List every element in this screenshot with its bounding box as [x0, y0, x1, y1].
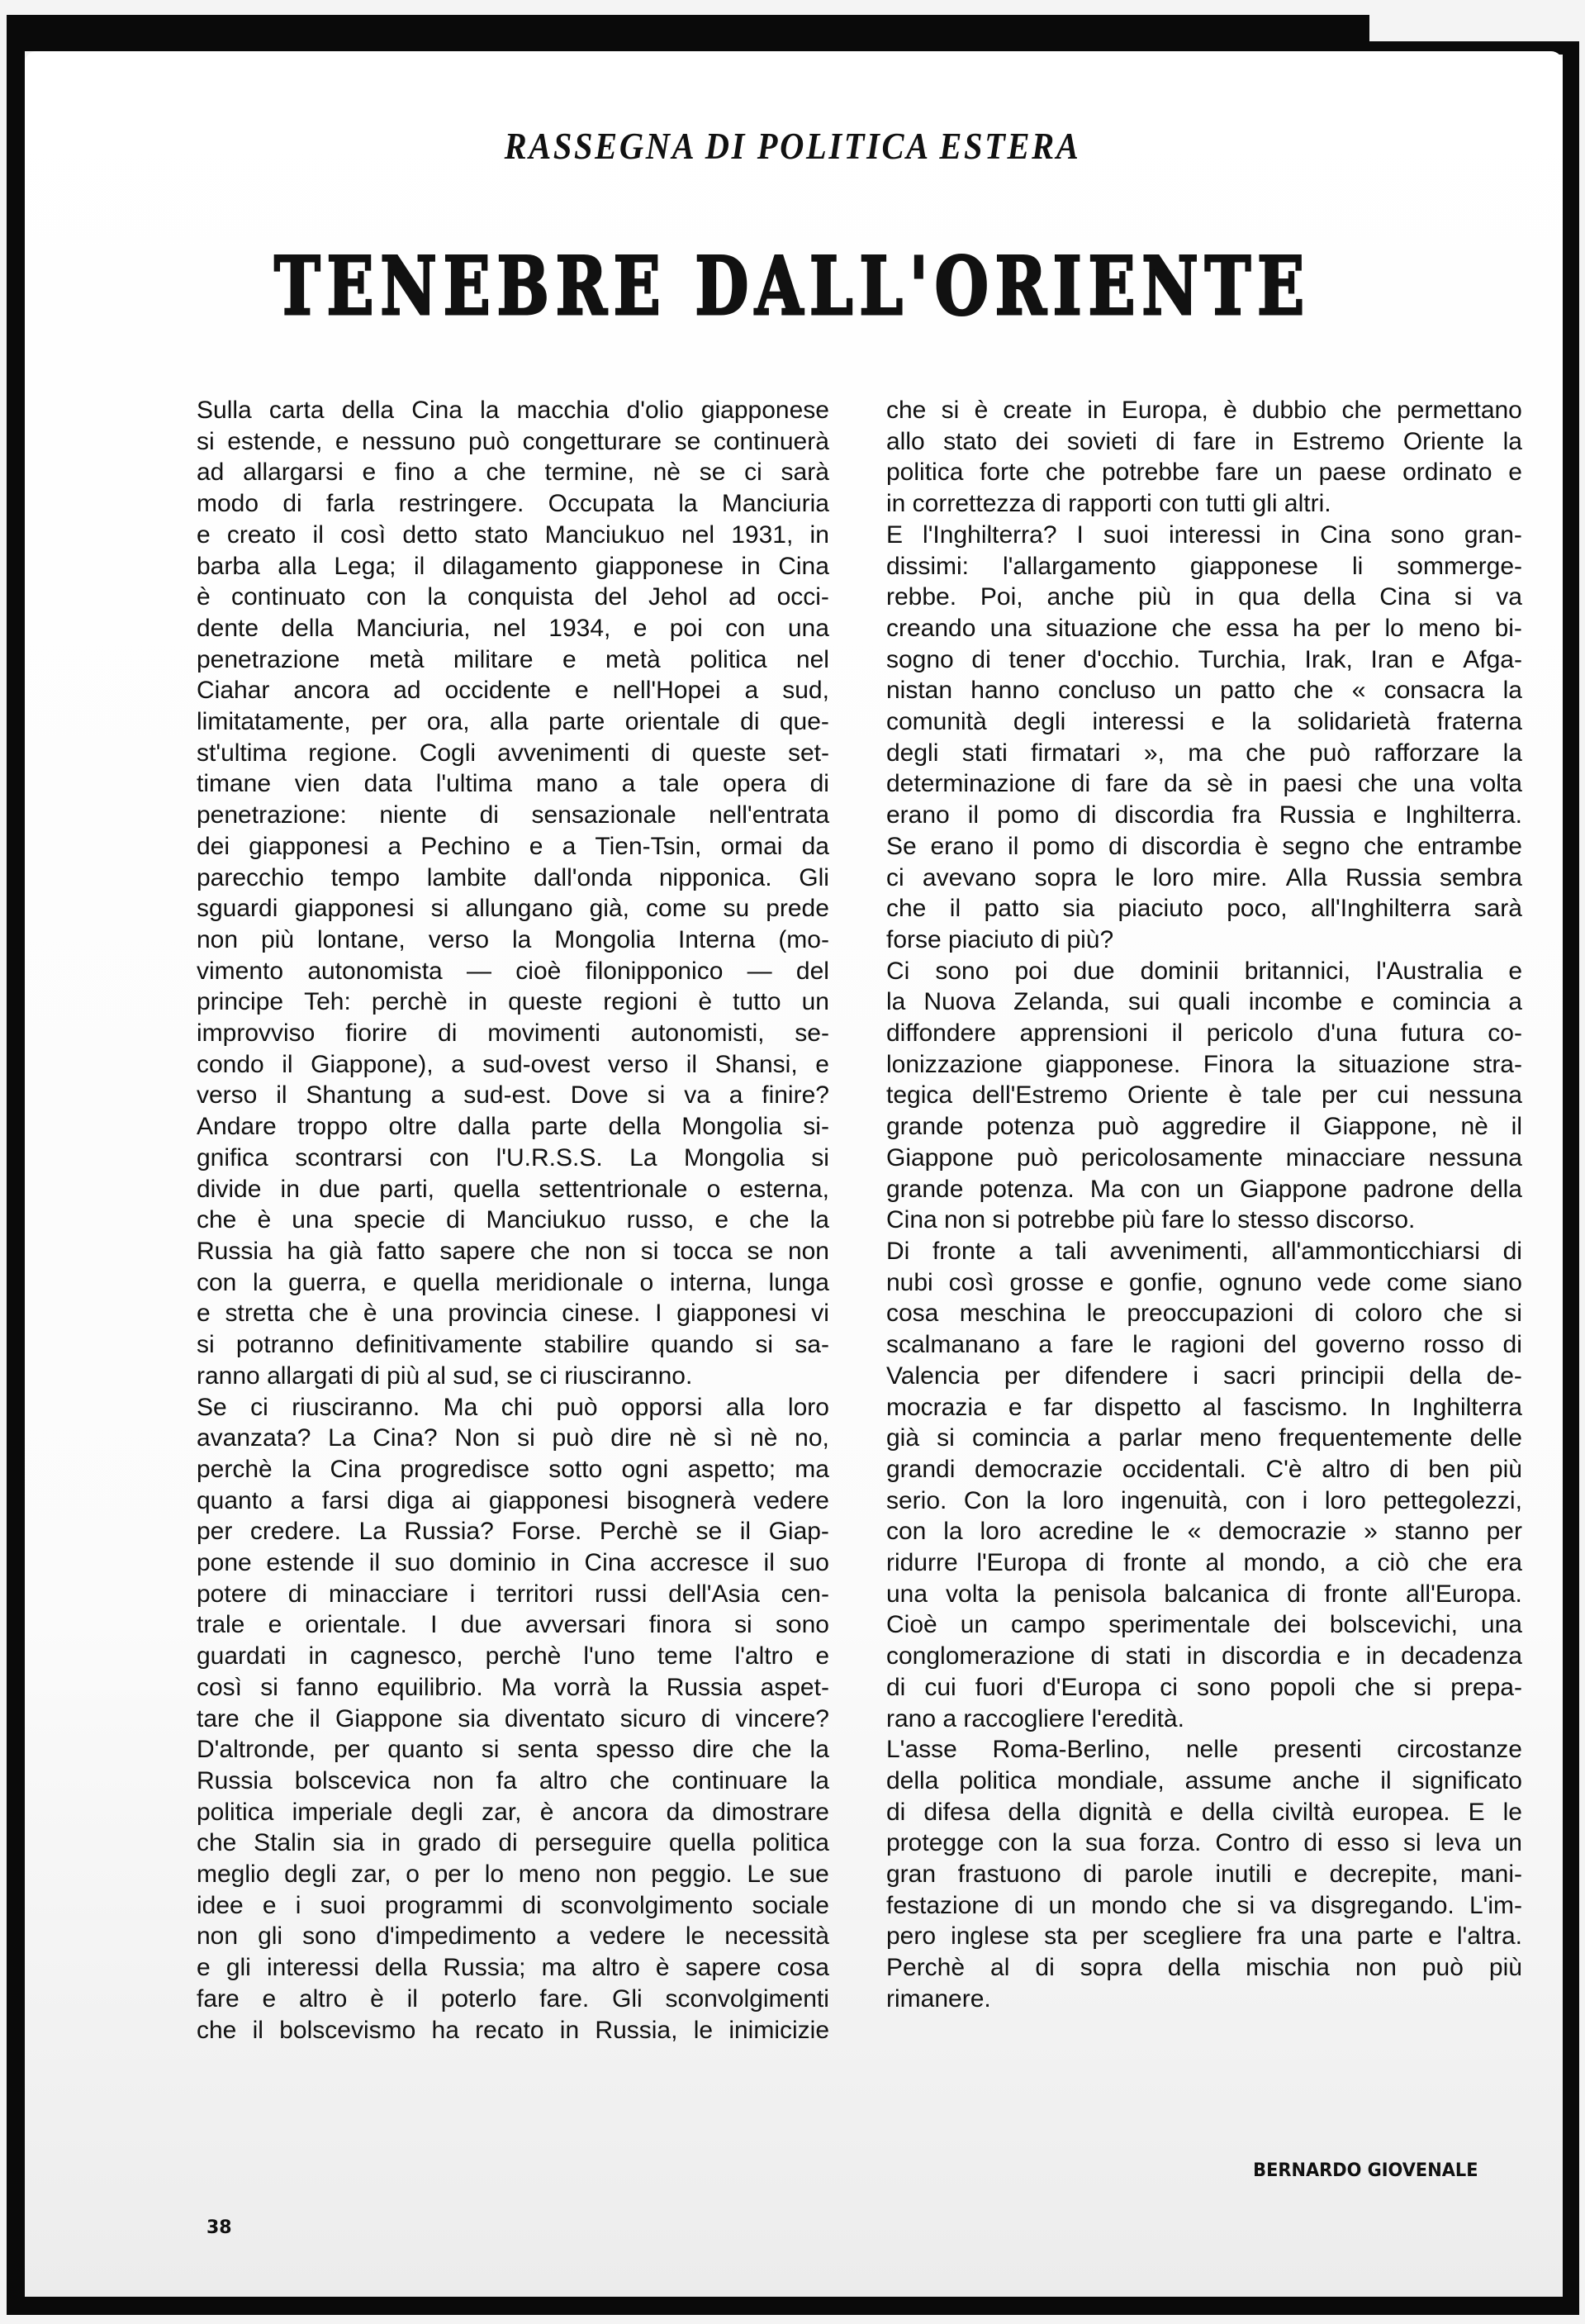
text-line: pero inglese sta per scegliere fra una parte e l'altra.: [886, 1922, 1522, 1951]
text-line: mocrazia e far dispetto al fascismo. In Inghilterra: [886, 1393, 1522, 1421]
text-line: protegge con la sua forza. Contro di esso si leva un: [886, 1829, 1522, 1857]
text-line: si estende, e nessuno può congetturare se continuerà: [197, 427, 829, 455]
text-line: Andare troppo oltre dalla parte della Mongolia si-: [197, 1113, 829, 1141]
text-line: grandi democrazie occidentali. C'è altro di ben più: [886, 1455, 1522, 1483]
text-line: di difesa della dignità e della civiltà europea. E le: [886, 1798, 1522, 1826]
text-line: Valencia per difendere i sacri principii della de-: [886, 1362, 1522, 1390]
text-line: di cui fuori d'Europa ci sono popoli che si prepa-: [886, 1673, 1522, 1701]
text-line: gnifica scontrarsi con l'U.R.S.S. La Mongolia si: [197, 1143, 829, 1172]
text-line: gran frastuono di parole inutili e decrepite, mani-: [886, 1861, 1522, 1889]
text-line: ranno allargati di più al sud, se ci riusciranno.: [197, 1362, 693, 1390]
text-line: verso il Shantung a sud-est. Dove si va a finire?: [197, 1081, 829, 1110]
text-line: si potranno definitivamente stabilire quando si sa-: [197, 1331, 829, 1359]
text-line: timane vien data l'ultima mano a tale opera di: [197, 770, 829, 798]
text-line: nistan hanno concluso un patto che « consacra la: [886, 677, 1522, 705]
author-signature: BERNARDO GIOVENALE: [1253, 2160, 1478, 2181]
text-line: che si è create in Europa, è dubbio che permettano: [886, 397, 1522, 424]
text-line: festazione di un mondo che si va disgregando. L'im-: [886, 1891, 1522, 1919]
text-line: limitatamente, per ora, alla parte orientale di que-: [197, 708, 829, 736]
text-line: la Nuova Zelanda, sui quali incombe e comincia a: [886, 988, 1522, 1016]
text-line: tegica dell'Estremo Oriente è tale per cui nessuna: [886, 1081, 1522, 1110]
article-title: TENEBRE DALL'ORIENTE: [273, 240, 1312, 333]
text-line: rimanere.: [886, 1984, 991, 2013]
text-line: L'asse Roma-Berlino, nelle presenti circostanze: [886, 1736, 1522, 1764]
text-line: parecchio tempo lambite dall'onda nipponica. Gli: [197, 863, 829, 891]
text-line: con la loro acredine le « democrazie » stanno per: [886, 1518, 1522, 1546]
text-line: divide in due parti, quella settentrionale o esterna,: [197, 1175, 829, 1203]
text-line: dente della Manciuria, nel 1934, e poi con una: [197, 614, 829, 642]
text-line: Se erano il pomo di discordia è segno che entrambe: [886, 832, 1522, 860]
text-line: barba alla Lega; il dilagamento giapponese in Cina: [197, 552, 829, 580]
text-line: lonizzazione giapponese. Finora la situazione stra-: [886, 1050, 1522, 1078]
text-line: Giappone può pericolosamente minacciare nessuna: [886, 1143, 1522, 1172]
text-line: per credere. La Russia? Forse. Perchè se il Giap-: [197, 1518, 829, 1546]
text-line: D'altronde, per quanto si senta spesso dire che la: [197, 1736, 829, 1764]
text-line: è continuato con la conquista del Jehol ad occi-: [197, 583, 829, 611]
text-line: ridurre l'Europa di fronte al mondo, a ciò che era: [886, 1549, 1522, 1577]
text-line: fare e altro è il poterlo fare. Gli sconvolgimenti: [197, 1984, 829, 2013]
text-line: tare che il Giappone sia diventato sicuro di vincere?: [197, 1704, 829, 1732]
text-line: dissimi: l'allargamento giapponese li sommerge-: [886, 552, 1522, 580]
text-line: sguardi giapponesi si allungano già, come su prede: [197, 895, 829, 923]
text-line: una volta la penisola balcanica di fronte all'Europa.: [886, 1580, 1522, 1608]
text-line: Ci sono poi due dominii britannici, l'Australia e: [886, 957, 1522, 985]
text-line: e creato il così detto stato Manciukuo nel 1931, in: [197, 520, 829, 549]
text-line: che il patto sia piaciuto poco, all'Inghilterra sarà: [886, 895, 1522, 923]
text-line: penetrazione metà militare e metà politica nel: [197, 645, 829, 673]
text-line: principe Teh: perchè in queste regioni è tutto un: [197, 988, 829, 1016]
text-line: vimento autonomista — cioè filonipponico — del: [197, 957, 829, 985]
text-line: Se ci riusciranno. Ma chi può opporsi alla loro: [197, 1393, 829, 1421]
text-line: diffondere apprensioni il pericolo d'una futura co-: [886, 1019, 1522, 1048]
text-line: Perchè al di sopra della mischia non può più: [886, 1954, 1522, 1982]
text-line: Russia ha già fatto sapere che non si tocca se non: [197, 1237, 829, 1265]
text-line: grande potenza può aggredire il Giappone, nè il: [886, 1113, 1522, 1141]
text-line: avanzata? La Cina? Non si può dire nè sì nè no,: [197, 1424, 829, 1452]
text-line: quanto a farsi diga ai giapponesi bisognerà vedere: [197, 1486, 829, 1514]
text-line: conglomerazione di stati in discordia e in decadenza: [886, 1642, 1522, 1671]
text-line: ad allargarsi e fino a che termine, nè se ci sarà: [197, 459, 829, 487]
text-line: scalmanano a fare le ragioni del governo rosso di: [886, 1331, 1522, 1359]
text-line: e gli interessi della Russia; ma altro è sapere cosa: [197, 1954, 829, 1982]
text-line: Russia bolscevica non fa altro che continuare la: [197, 1766, 829, 1794]
text-line: grande potenza. Ma con un Giappone padrone della: [886, 1175, 1522, 1203]
text-line: improvviso fiorire di movimenti autonomisti, se-: [197, 1019, 829, 1048]
text-line: Sulla carta della Cina la macchia d'olio giapponese: [197, 397, 829, 424]
text-line: meglio degli zar, o per lo meno non peggio. Le sue: [197, 1861, 829, 1889]
text-line: serio. Con la loro ingenuità, con i loro pettegolezzi,: [886, 1486, 1522, 1514]
text-line: Cioè un campo sperimentale dei bolscevichi, una: [886, 1611, 1522, 1639]
text-line: guardati in cagnesco, perchè l'uno teme l'altro e: [197, 1642, 829, 1671]
page-number: 38: [206, 2217, 232, 2238]
text-line: allo stato dei sovieti di fare in Estremo Oriente la: [886, 427, 1522, 455]
section-kicker: RASSEGNA DI POLITICA ESTERA: [504, 125, 1081, 167]
text-line: così si fanno equilibrio. Ma vorrà la Russia aspet-: [197, 1673, 829, 1701]
text-line: che il bolscevismo ha recato in Russia, le inimicizie: [197, 2016, 829, 2044]
text-line: rano a raccogliere l'eredità.: [886, 1704, 1184, 1732]
text-line: politica imperiale degli zar, è ancora da dimostrare: [197, 1798, 829, 1826]
text-line: non più lontane, verso la Mongolia Interna (mo-: [197, 925, 829, 953]
text-line: non gli sono d'impedimento a vedere le necessità: [197, 1922, 829, 1951]
text-line: E l'Inghilterra? I suoi interessi in Cina sono gran-: [886, 520, 1522, 549]
text-line: modo di farla restringere. Occupata la Manciuria: [197, 490, 829, 518]
article-column-left: [197, 395, 829, 2046]
text-line: idee e i suoi programmi di sconvolgimento sociale: [197, 1891, 829, 1919]
text-line: trale e orientale. I due avversari finora si sono: [197, 1611, 829, 1639]
text-line: creando una situazione che essa ha per lo meno bi-: [886, 614, 1522, 642]
text-line: Cina non si potrebbe più fare lo stesso discorso.: [886, 1206, 1416, 1234]
page-frame-left-edge: [7, 15, 25, 2313]
text-line: condo il Giappone), a sud-ovest verso il Shansi, e: [197, 1050, 829, 1078]
text-line: penetrazione: niente di sensazionale nell'entrata: [197, 801, 829, 829]
text-line: con la guerra, e quella meridionale o interna, lunga: [197, 1268, 829, 1296]
text-line: che è una specie di Manciukuo russo, e che la: [197, 1206, 829, 1234]
text-line: comunità degli interessi e la solidarietà fraterna: [886, 708, 1522, 736]
text-line: e stretta che è una provincia cinese. I giapponesi vi: [197, 1300, 829, 1328]
text-line: perchè la Cina progredisce sotto ogni aspetto; ma: [197, 1455, 829, 1483]
text-line: rebbe. Poi, anche più in qua della Cina si va: [886, 583, 1522, 611]
page-frame-top-band: [7, 15, 1369, 51]
text-line: degli stati firmatari », ma che può rafforzare la: [886, 739, 1522, 767]
text-line: della politica mondiale, assume anche il significato: [886, 1766, 1522, 1794]
text-line: erano il pomo di discordia fra Russia e Inghilterra.: [886, 801, 1522, 829]
text-line: potere di minacciare i territori russi dell'Asia cen-: [197, 1580, 829, 1608]
text-line: Ciahar ancora ad occidente e nell'Hopei a sud,: [197, 677, 829, 705]
text-line: determinazione di fare da sè in paesi che una volta: [886, 770, 1522, 798]
page-frame-right-edge: [1563, 41, 1579, 2313]
text-line: politica forte che potrebbe fare un paese ordinato e: [886, 459, 1522, 487]
text-line: st'ultima regione. Cogli avvenimenti di queste set-: [197, 739, 829, 767]
article-column-right: [886, 395, 1522, 2015]
text-line: dei giapponesi a Pechino e a Tien-Tsin, ormai da: [197, 832, 829, 860]
text-line: sogno di tener d'occhio. Turchia, Irak, Iran e Afga-: [886, 645, 1522, 673]
text-line: forse piaciuto di più?: [886, 925, 1114, 953]
text-line: in correttezza di rapporti con tutti gli altri.: [886, 490, 1331, 518]
text-line: cosa meschina le preoccupazioni di coloro che si: [886, 1300, 1522, 1328]
text-line: pone estende il suo dominio in Cina accresce il suo: [197, 1549, 829, 1577]
text-line: Di fronte a tali avvenimenti, all'ammonticchiarsi di: [886, 1237, 1522, 1265]
page-frame-bottom-band: [7, 2297, 1579, 2315]
text-line: che Stalin sia in grado di perseguire quella politica: [197, 1829, 829, 1857]
text-line: ci avevano sopra le loro mire. Alla Russia sembra: [886, 863, 1522, 891]
text-line: già si comincia a parlar meno frequentemente delle: [886, 1424, 1522, 1452]
text-line: nubi così grosse e gonfie, ognuno vede come siano: [886, 1268, 1522, 1296]
